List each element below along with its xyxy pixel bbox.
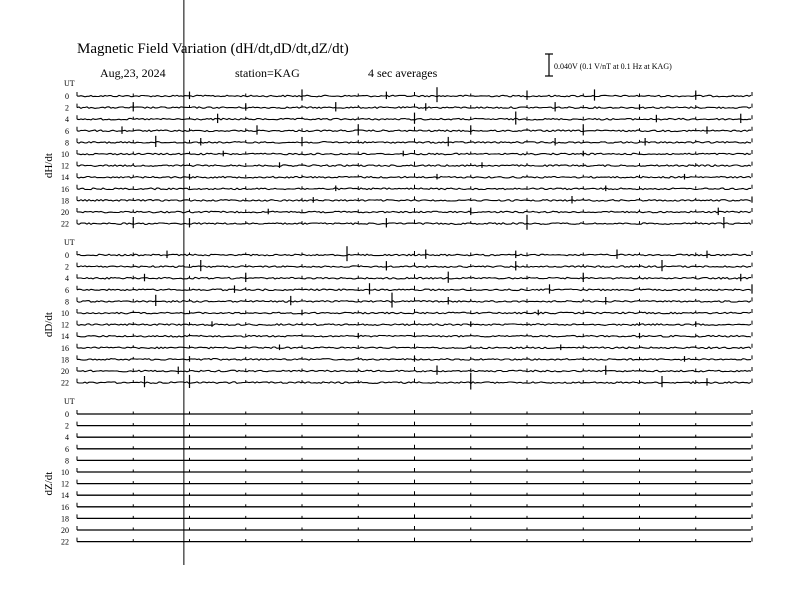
hour-tick-label: 20 xyxy=(61,526,69,535)
averaging-label: 4 sec averages xyxy=(368,66,438,80)
hour-tick-label: 12 xyxy=(61,320,69,330)
hour-tick-label: 10 xyxy=(61,150,69,159)
hour-tick-label: 22 xyxy=(61,219,69,229)
hour-tick-label: 4 xyxy=(65,274,69,284)
hour-tick-label: 8 xyxy=(65,297,69,307)
hour-tick-label: 2 xyxy=(65,262,69,272)
hour-tick-label: 20 xyxy=(61,208,69,217)
hour-tick-label: 22 xyxy=(61,537,69,547)
scale-bar xyxy=(545,54,553,76)
panel-axis-label: dZ/dt xyxy=(43,471,55,496)
panel-axis-label: dD/dt xyxy=(43,312,55,338)
hour-tick-label: 6 xyxy=(65,126,69,136)
hour-tick-label: 12 xyxy=(61,479,69,489)
panel-dddt xyxy=(43,238,752,390)
hour-tick-label: 4 xyxy=(65,433,69,443)
hour-tick-label: 18 xyxy=(61,355,69,365)
hour-tick-label: 18 xyxy=(61,514,69,524)
hour-tick-label: 0 xyxy=(65,410,69,419)
panel-dzdt xyxy=(43,397,752,547)
hour-tick-label: 16 xyxy=(61,502,69,512)
hour-tick-label: 18 xyxy=(61,196,69,206)
chart-title: Magnetic Field Variation (dH/dt,dD/dt,dZ/dt) xyxy=(77,41,349,57)
ut-label: UT xyxy=(64,397,75,406)
hour-tick-label: 8 xyxy=(65,456,69,466)
hour-tick-label: 10 xyxy=(61,468,69,477)
hour-tick-label: 16 xyxy=(61,184,69,194)
date-label: Aug,23, 2024 xyxy=(100,66,166,80)
hour-tick-label: 16 xyxy=(61,343,69,353)
hour-tick-label: 6 xyxy=(65,285,69,295)
hour-tick-label: 0 xyxy=(65,251,69,260)
hour-tick-label: 0 xyxy=(65,92,69,101)
hour-tick-label: 10 xyxy=(61,309,69,318)
hour-tick-label: 20 xyxy=(61,367,69,376)
panel-axis-label: dH/dt xyxy=(43,153,55,179)
hour-tick-label: 8 xyxy=(65,138,69,148)
station-label: station=KAG xyxy=(235,66,300,80)
ut-label: UT xyxy=(64,79,75,88)
hour-tick-label: 22 xyxy=(61,378,69,388)
hour-tick-label: 14 xyxy=(61,491,69,501)
scale-label: 0.040V (0.1 V/nT at 0.1 Hz at KAG) xyxy=(554,62,672,71)
hour-tick-label: 14 xyxy=(61,332,69,342)
hour-tick-label: 14 xyxy=(61,173,69,183)
hour-tick-label: 2 xyxy=(65,421,69,431)
hour-tick-label: 4 xyxy=(65,115,69,125)
hour-tick-label: 2 xyxy=(65,103,69,113)
panel-dhdt xyxy=(43,79,752,230)
hour-tick-label: 6 xyxy=(65,444,69,454)
ut-label: UT xyxy=(64,238,75,247)
hour-tick-label: 12 xyxy=(61,161,69,171)
panels xyxy=(43,0,752,565)
